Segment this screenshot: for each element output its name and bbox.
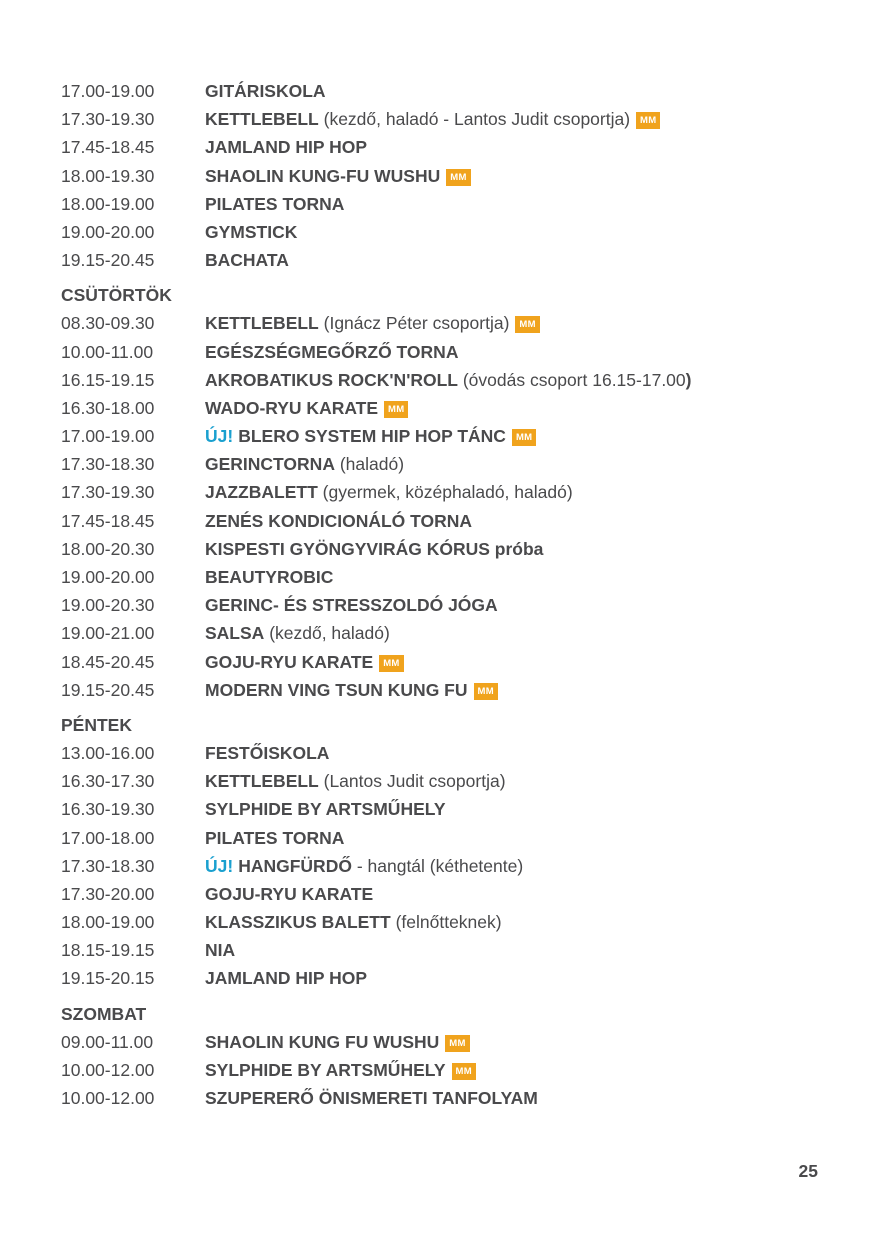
time-range: 17.30-20.00 [61, 883, 155, 904]
class-description [205, 77, 821, 105]
class-description [205, 563, 821, 591]
class-description [205, 767, 821, 795]
class-description [205, 162, 821, 190]
class-note: (Ignácz Péter csoportja) [323, 313, 510, 334]
time-range: 19.00-21.00 [61, 623, 155, 644]
class-title: KETTLEBELL [205, 771, 319, 792]
class-description [205, 246, 821, 274]
day-heading: SZOMBAT [61, 1003, 147, 1024]
class-description [205, 422, 821, 450]
time-range: 17.30-18.30 [61, 855, 155, 876]
schedule-row [61, 246, 821, 274]
mm-badge: MM [445, 1035, 469, 1052]
class-description [205, 591, 821, 619]
mm-badge: MM [515, 316, 539, 333]
class-description [205, 105, 821, 133]
class-description [205, 507, 821, 535]
new-label: ÚJ! [205, 855, 234, 876]
schedule-row [61, 767, 821, 795]
class-title: JAMLAND HIP HOP [205, 968, 368, 989]
class-title: EGÉSZSÉGMEGŐRZŐ TORNA [205, 341, 459, 362]
time-range: 18.45-20.45 [61, 651, 155, 672]
class-title: SALSA [205, 623, 265, 644]
class-title: PILATES TORNA [205, 193, 345, 214]
schedule-row [61, 507, 821, 535]
class-description [205, 880, 821, 908]
day-heading: PÉNTEK [61, 714, 132, 735]
class-description [205, 648, 821, 676]
schedule-row [61, 478, 821, 506]
class-note: - hangtál (kéthetente) [356, 855, 524, 876]
class-title: GOJU-RYU KARATE [205, 651, 374, 672]
schedule-row [61, 450, 821, 478]
schedule-row [61, 648, 821, 676]
day-section [61, 281, 821, 704]
class-note: (óvodás csoport 16.15-17.00 [462, 369, 686, 390]
time-range: 17.45-18.45 [61, 510, 155, 531]
schedule-row [61, 591, 821, 619]
class-description [205, 795, 821, 823]
class-description [205, 450, 821, 478]
class-title: NIA [205, 940, 236, 961]
time-range: 16.30-19.30 [61, 799, 155, 820]
schedule-row [61, 563, 821, 591]
class-description [205, 1084, 821, 1112]
class-title: SZUPERERŐ ÖNISMERETI TANFOLYAM [205, 1088, 538, 1108]
class-title: BLERO SYSTEM HIP HOP TÁNC [238, 426, 506, 447]
class-description [205, 133, 821, 161]
class-description [205, 852, 821, 880]
class-title: JAMLAND HIP HOP [205, 137, 368, 158]
time-range: 17.30-18.30 [61, 454, 155, 475]
day-section [61, 711, 821, 993]
mm-badge: MM [446, 169, 470, 186]
time-range: 17.30-19.30 [61, 109, 155, 130]
time-range: 18.00-19.30 [61, 165, 155, 186]
class-title: MODERN VING TSUN KUNG FU [205, 679, 468, 700]
time-range: 19.00-20.00 [61, 567, 155, 587]
class-description [205, 964, 821, 992]
time-range: 19.15-20.45 [61, 679, 155, 700]
schedule-row [61, 964, 821, 992]
time-range: 17.45-18.45 [61, 137, 155, 158]
day-section [61, 1000, 821, 1113]
time-range: 10.00-11.00 [61, 341, 154, 362]
note-closing-paren: ) [685, 369, 692, 390]
class-title: FESTŐISKOLA [205, 742, 330, 763]
class-note: (gyermek, középhaladó, haladó) [322, 482, 573, 503]
class-title: GITÁRISKOLA [205, 81, 326, 101]
class-title: KETTLEBELL [205, 109, 319, 130]
schedule-row [61, 366, 821, 394]
class-title: GERINC- ÉS STRESSZOLDÓ JÓGA [205, 595, 498, 616]
class-description [205, 936, 821, 964]
schedule-row [61, 1028, 821, 1056]
time-range: 19.15-20.45 [61, 250, 155, 271]
schedule-row [61, 795, 821, 823]
time-range: 13.00-16.00 [61, 742, 155, 763]
time-range: 18.15-19.15 [61, 940, 155, 961]
class-note: (haladó) [339, 454, 405, 475]
class-description [205, 619, 821, 647]
class-title: SYLPHIDE BY ARTSMŰHELY [205, 799, 446, 820]
page-number: 25 [798, 1161, 818, 1181]
mm-badge: MM [384, 401, 408, 418]
schedule-row [61, 936, 821, 964]
class-title: GERINCTORNA [205, 454, 335, 475]
schedule-row [61, 619, 821, 647]
class-description [205, 366, 821, 394]
schedule-row [61, 1056, 821, 1084]
time-range: 10.00-12.00 [61, 1088, 155, 1108]
schedule-row [61, 739, 821, 767]
schedule-row [61, 422, 821, 450]
mm-badge: MM [452, 1063, 476, 1080]
time-range: 16.15-19.15 [61, 369, 155, 390]
class-title: AKROBATIKUS ROCK'N'ROLL [205, 369, 458, 390]
class-title: KETTLEBELL [205, 313, 319, 334]
class-description [205, 338, 821, 366]
schedule [61, 77, 821, 1112]
class-title: SHAOLIN KUNG FU WUSHU [205, 1031, 440, 1052]
time-range: 19.00-20.30 [61, 595, 155, 616]
time-range: 17.00-19.00 [61, 81, 155, 101]
class-note: (felnőtteknek) [395, 912, 502, 933]
schedule-row [61, 77, 821, 105]
time-range: 17.00-19.00 [61, 426, 155, 447]
class-title: HANGFÜRDŐ [238, 855, 352, 876]
schedule-row [61, 105, 821, 133]
class-description [205, 535, 821, 563]
schedule-row [61, 162, 821, 190]
time-range: 18.00-19.00 [61, 912, 155, 933]
class-description [205, 190, 821, 218]
class-description [205, 908, 821, 936]
mm-badge: MM [474, 683, 498, 700]
class-description [205, 1028, 821, 1056]
schedule-row [61, 1084, 821, 1112]
class-title: BACHATA [205, 250, 289, 271]
class-title: KLASSZIKUS BALETT [205, 912, 391, 933]
schedule-row [61, 394, 821, 422]
time-range: 18.00-19.00 [61, 193, 155, 214]
time-range: 17.00-18.00 [61, 827, 155, 848]
class-title: BEAUTYROBIC [205, 567, 334, 587]
schedule-row [61, 824, 821, 852]
mm-badge: MM [636, 112, 660, 129]
class-title: SHAOLIN KUNG-FU WUSHU [205, 165, 441, 186]
class-description [205, 478, 821, 506]
class-note: (kezdő, haladó - Lantos Judit csoportja) [323, 109, 631, 130]
schedule-row [61, 218, 821, 246]
schedule-row [61, 676, 821, 704]
day-section [61, 77, 821, 274]
mm-badge: MM [379, 655, 403, 672]
schedule-row [61, 535, 821, 563]
time-range: 16.30-17.30 [61, 771, 155, 792]
class-title: JAZZBALETT [205, 482, 318, 503]
class-description [205, 309, 821, 337]
time-range: 18.00-20.30 [61, 538, 155, 559]
schedule-row [61, 880, 821, 908]
schedule-row [61, 852, 821, 880]
class-title: ZENÉS KONDICIONÁLÓ TORNA [205, 510, 473, 531]
schedule-row [61, 190, 821, 218]
class-note: (Lantos Judit csoportja) [323, 771, 506, 792]
class-description [205, 394, 821, 422]
class-description [205, 218, 821, 246]
mm-badge: MM [512, 429, 536, 446]
new-label: ÚJ! [205, 426, 234, 447]
class-note: (kezdő, haladó) [269, 623, 390, 644]
time-range: 19.00-20.00 [61, 221, 155, 242]
schedule-row [61, 908, 821, 936]
time-range: 19.15-20.15 [61, 968, 155, 989]
class-description [205, 1056, 821, 1084]
schedule-row [61, 338, 821, 366]
class-title: GOJU-RYU KARATE [205, 883, 374, 904]
day-heading: CSÜTÖRTÖK [61, 285, 172, 306]
class-title: KISPESTI GYÖNGYVIRÁG KÓRUS próba [205, 538, 544, 559]
schedule-row [61, 133, 821, 161]
schedule-row [61, 309, 821, 337]
class-title: PILATES TORNA [205, 827, 345, 848]
time-range: 17.30-19.30 [61, 482, 155, 503]
class-description [205, 739, 821, 767]
time-range: 10.00-12.00 [61, 1059, 155, 1080]
time-range: 08.30-09.30 [61, 313, 155, 334]
class-title: GYMSTICK [205, 221, 298, 242]
time-range: 16.30-18.00 [61, 397, 155, 418]
class-title: SYLPHIDE BY ARTSMŰHELY [205, 1059, 446, 1080]
time-range: 09.00-11.00 [61, 1031, 154, 1052]
class-title: WADO-RYU KARATE [205, 397, 379, 418]
class-description [205, 676, 821, 704]
class-description [205, 824, 821, 852]
